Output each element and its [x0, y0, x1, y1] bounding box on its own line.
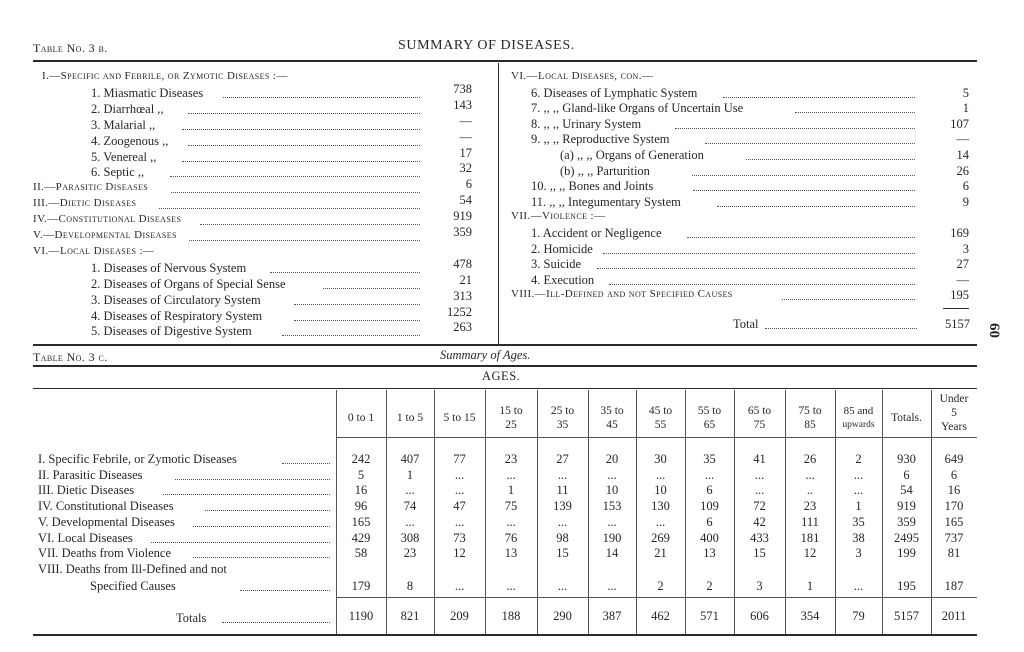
table-cell: 23: [403, 546, 417, 561]
table-cell: ...: [655, 467, 666, 482]
right-row-value: 6: [962, 179, 969, 194]
left-row-label: 2. Diseases of Organs of Special Sense: [91, 276, 286, 291]
table-cell: 10: [605, 483, 619, 498]
table-cell: 1: [507, 483, 515, 498]
table-cell: 1: [806, 578, 814, 593]
left-row-value: —: [459, 129, 472, 144]
table-cell: 16: [947, 483, 961, 498]
left-row-value: 32: [459, 161, 472, 176]
table-cell: 8: [406, 578, 414, 593]
table-cell: ...: [454, 514, 465, 529]
table-cell: 23: [803, 499, 817, 514]
table-cell: 30: [654, 452, 667, 466]
row-label: I. Specific Febrile, or Zymotic Diseases: [38, 452, 237, 466]
table-cell: ...: [506, 467, 516, 482]
right-row-leader: [603, 253, 915, 254]
left-row-leader: [270, 272, 420, 273]
right-row-value: 1: [962, 101, 969, 116]
table-cell: 75: [504, 499, 518, 514]
column-header: 65 to 75: [747, 405, 772, 431]
table-cell: 35: [703, 452, 716, 466]
row-leader: [193, 557, 330, 558]
table-cell: 54: [900, 483, 913, 498]
table-cell: 165: [351, 514, 371, 529]
table-cell: 72: [753, 499, 766, 514]
row-label: III. Dietic Diseases: [38, 483, 135, 498]
right-row-value: 169: [950, 226, 969, 240]
left-row-label: 2. Diarrhœal ,,: [91, 101, 164, 116]
left-row-label: 5. Venereal ,,: [91, 149, 157, 164]
right-row-label: (b) ,, ,, Parturition: [560, 163, 650, 178]
left-row-value: 21: [459, 272, 472, 287]
left-row-leader: [223, 97, 420, 98]
table-cell: 58: [354, 546, 368, 561]
table-cell: 26: [803, 452, 817, 466]
table-cell: 400: [700, 530, 719, 545]
table-c-label: Table No. 3 c.: [33, 350, 108, 364]
totals-cell: 1190: [348, 609, 374, 623]
column-header: 75 to 85: [798, 405, 822, 431]
totals-cell: 821: [400, 609, 420, 623]
row-label: V. Developmental Diseases: [38, 514, 175, 529]
left-row-leader: [323, 288, 420, 289]
table-cell: ...: [405, 483, 415, 498]
table-cell: 130: [651, 499, 670, 514]
table-cell: 153: [602, 499, 622, 514]
table-cell: 15: [753, 546, 766, 561]
totals-cell: 571: [700, 609, 719, 623]
totals-cell: 387: [602, 609, 622, 623]
table-cell: 2: [657, 578, 664, 593]
totals-cell: 209: [450, 609, 469, 623]
left-row-value: 738: [453, 81, 472, 96]
right-row-label: 11. ,, ,, Integumentary System: [531, 194, 681, 209]
right-row-value: —: [956, 272, 969, 287]
left-row-value: 143: [453, 97, 472, 112]
right-row-label: 9. ,, ,, Reproductive System: [531, 132, 670, 147]
table-cell: 170: [944, 499, 964, 514]
left-row-leader: [182, 161, 420, 162]
totals-cell: 2011: [941, 609, 967, 623]
right-row-leader: [746, 159, 915, 160]
total-label: Total: [733, 317, 759, 331]
table-cell: ...: [704, 467, 715, 482]
row-leader: [240, 590, 330, 591]
row-label: IV. Constitutional Diseases: [38, 499, 174, 514]
row-leader: [175, 479, 330, 480]
left-row-leader: [294, 320, 420, 321]
table-cell: 433: [750, 530, 769, 545]
table-cell: 6: [950, 467, 958, 482]
table-cell: ...: [506, 578, 516, 593]
row-leader: [151, 542, 330, 543]
left-row-label: 1. Miasmatic Diseases: [91, 85, 204, 100]
left-row-label: 4. Diseases of Respiratory System: [91, 308, 263, 323]
right-row-value: 3: [962, 241, 969, 256]
left-row-leader: [189, 240, 421, 241]
table-cell: ...: [557, 467, 568, 482]
right-row-value: 27: [956, 257, 969, 272]
table-cell: 737: [944, 530, 964, 545]
right-row-leader: [723, 97, 915, 98]
table-cell: 3: [756, 578, 763, 593]
table-cell: 13: [703, 546, 716, 561]
table-cell: 14: [605, 546, 619, 561]
right-row-leader: [597, 268, 915, 269]
table-cell: ...: [655, 514, 666, 529]
left-row-label: I.—Specific and Febrile, or Zymotic Diseases :—: [42, 70, 288, 82]
ages-header: AGES.: [482, 369, 521, 383]
right-row-leader: [693, 190, 915, 191]
row-leader: [205, 510, 330, 511]
table-cell: 21: [654, 546, 667, 561]
table-cell: 41: [753, 452, 766, 466]
left-row-label: V.—Developmental Diseases: [33, 229, 177, 241]
left-row-leader: [182, 129, 420, 130]
right-row-value: 107: [950, 116, 969, 131]
table-cell: 359: [897, 514, 916, 529]
left-row-leader: [170, 176, 420, 177]
header-rule: [336, 437, 977, 438]
totals-cell: 79: [852, 609, 865, 623]
table-cell: ...: [607, 578, 617, 593]
totals-cell: 5157: [894, 609, 919, 623]
left-row-leader: [294, 304, 420, 305]
totals-cell: 188: [501, 609, 521, 623]
column-header: 45 to 55: [648, 405, 673, 431]
total-leader: [765, 328, 917, 329]
table-c-title: Summary of Ages.: [440, 348, 531, 362]
table-cell: 6: [706, 483, 713, 498]
table-cell: ...: [454, 578, 465, 593]
table-cell: ...: [853, 483, 864, 498]
total-rule: [943, 308, 969, 309]
left-row-leader: [188, 113, 421, 114]
column-header: 15 to 25: [499, 405, 523, 431]
table-cell: ...: [607, 467, 617, 482]
table-cell: 919: [897, 499, 916, 514]
right-row-label: 7. ,, ,, Gland-like Organs of Uncertain Use: [531, 101, 744, 116]
table-cell: 98: [556, 530, 569, 545]
right-row-label: 8. ,, ,, Urinary System: [531, 116, 642, 131]
table-cell: ...: [853, 467, 864, 482]
column-header: Under 5 Years: [939, 393, 969, 433]
table-cell: ...: [506, 514, 516, 529]
table-cell: 2: [855, 452, 862, 466]
table-cell: ...: [557, 578, 568, 593]
column-header: Totals.: [891, 412, 922, 424]
left-row-leader: [188, 145, 421, 146]
table-cell: 6: [903, 467, 910, 482]
row-leader: [282, 463, 330, 464]
table-cell: 199: [897, 546, 916, 561]
left-row-label: III.—Dietic Diseases: [33, 197, 137, 210]
left-row-label: 3. Diseases of Circulatory System: [91, 292, 261, 307]
left-row-leader: [282, 335, 420, 336]
left-row-label: 3. Malarial ,,: [91, 117, 156, 132]
table-cell: 5: [357, 467, 365, 482]
column-header: 0 to 1: [347, 412, 375, 424]
table-cell: 930: [897, 452, 916, 466]
row-label: II. Parasitic Diseases: [38, 467, 143, 482]
totals-leader: [222, 622, 330, 623]
table-b-top-rule: [33, 60, 977, 62]
left-row-value: 54: [459, 193, 472, 208]
left-row-label: VI.—Local Diseases :—: [33, 244, 155, 257]
right-row-leader: [692, 175, 915, 176]
table-cell: 96: [354, 499, 368, 514]
table-cell: 190: [602, 530, 622, 545]
right-row-leader: [782, 299, 915, 300]
right-row-label: 10. ,, ,, Bones and Joints: [531, 179, 654, 194]
right-row-value: —: [956, 132, 969, 147]
row-label: VI. Local Diseases: [38, 530, 133, 545]
right-row-value: 5: [962, 85, 969, 100]
table-cell: 1: [406, 467, 414, 482]
totals-rule: [336, 597, 977, 598]
table-cell: 35: [852, 514, 865, 529]
left-row-label: IV.—Constitutional Diseases: [33, 213, 182, 226]
table-cell: 81: [947, 546, 961, 561]
table-b-divider: [498, 63, 499, 345]
right-row-leader: [717, 206, 915, 207]
right-row-label: VI.—Local Diseases, con.—: [511, 70, 654, 82]
table-cell: ...: [853, 578, 864, 593]
table-cell: 11: [556, 483, 569, 498]
right-row-leader: [705, 143, 915, 144]
table-cell: 20: [605, 452, 619, 466]
table-cell: 73: [453, 530, 466, 545]
left-row-leader: [200, 224, 420, 225]
table-cell: 12: [803, 546, 817, 561]
column-header: 25 to 35: [550, 405, 575, 431]
table-cell: 195: [897, 578, 916, 593]
row-leader: [163, 494, 330, 495]
left-row-label: II.—Parasitic Diseases: [33, 181, 149, 194]
right-row-leader: [795, 112, 915, 113]
table-cell: ..: [806, 483, 814, 498]
left-row-leader: [159, 208, 420, 209]
table-cell: ...: [607, 514, 617, 529]
table-cell: 16: [354, 483, 368, 498]
right-row-label: 4. Execution: [531, 272, 595, 287]
left-row-value: 1252: [447, 304, 472, 319]
column-header: 5 to 15: [443, 412, 476, 424]
column-header: 1 to 5: [396, 412, 424, 424]
ages-rule: [33, 388, 977, 389]
right-row-label: (a) ,, ,, Organs of Generation: [560, 148, 704, 162]
table-cell: 242: [351, 452, 371, 466]
column-header: 55 to 65: [697, 405, 722, 431]
table-cell: 13: [504, 546, 518, 561]
totals-cell: 290: [553, 609, 572, 623]
right-row-label: 2. Homicide: [531, 241, 593, 256]
table-cell: 181: [800, 530, 820, 545]
table-cell: ...: [805, 467, 815, 482]
row-label: VIII. Deaths from Ill-Defined and not Specified Causes: [38, 561, 227, 593]
column-header: 85 and upwards: [842, 405, 875, 430]
table-cell: 269: [651, 530, 670, 545]
table-b-title: SUMMARY OF DISEASES.: [398, 38, 575, 53]
table-cell: 23: [504, 452, 518, 466]
table-cell: 12: [453, 546, 466, 561]
right-row-value: 14: [956, 148, 969, 162]
table-cell: ...: [454, 467, 465, 482]
page-number: 60: [986, 323, 1002, 338]
table-cell: 139: [553, 499, 572, 514]
table-cell: 407: [400, 452, 420, 466]
totals-label: Totals: [176, 611, 207, 625]
right-row-value: 9: [962, 194, 969, 209]
table-cell: 38: [852, 530, 865, 545]
right-row-leader: [687, 237, 915, 238]
totals-cell: 606: [750, 609, 769, 623]
table-cell: 15: [556, 546, 569, 561]
table-cell: 179: [351, 578, 371, 593]
table-cell: 111: [801, 514, 819, 529]
left-row-value: 17: [459, 145, 472, 160]
table-b-bottom-rule: [33, 344, 977, 346]
right-row-leader: [675, 128, 915, 129]
right-row-label: 3. Suicide: [531, 257, 581, 272]
table-cell: ...: [557, 514, 568, 529]
left-row-label: 1. Diseases of Nervous System: [91, 260, 247, 275]
left-row-value: 6: [465, 177, 472, 192]
right-row-value: 195: [950, 288, 969, 303]
table-cell: 10: [654, 483, 667, 498]
right-row-label: VII.—Violence :—: [511, 210, 606, 223]
table-cell: 27: [556, 452, 569, 466]
table-cell: 77: [453, 452, 466, 466]
totals-cell: 354: [800, 609, 820, 623]
table-cell: ...: [754, 483, 765, 498]
table-cell: 165: [944, 514, 964, 529]
table-cell: 308: [400, 530, 420, 545]
table-cell: 42: [753, 514, 766, 529]
table-cell: 429: [351, 530, 371, 545]
table-c-top-rule: [33, 365, 977, 367]
table-cell: 47: [453, 499, 466, 514]
table-cell: 1: [855, 499, 862, 514]
left-row-value: 478: [453, 256, 472, 271]
left-row-label: 6. Septic ,,: [91, 165, 145, 180]
table-cell: 74: [403, 499, 417, 514]
table-cell: 76: [504, 530, 518, 545]
table-cell: 649: [944, 452, 964, 466]
left-row-value: 919: [453, 209, 472, 224]
right-row-label: 6. Diseases of Lymphatic System: [531, 85, 698, 100]
table-cell: 187: [944, 578, 964, 593]
table-cell: 2: [706, 578, 713, 593]
row-leader: [193, 526, 330, 527]
totals-cell: 462: [651, 609, 670, 623]
right-row-label: VIII.—Ill-Defined and not Specified Causes: [511, 288, 733, 301]
table-cell: ...: [405, 514, 415, 529]
row-label: VII. Deaths from Violence: [38, 546, 172, 561]
left-row-value: 313: [453, 288, 472, 303]
left-row-label: 5. Diseases of Digestive System: [91, 324, 252, 339]
table-cell: 3: [855, 546, 862, 561]
table-cell: 6: [706, 514, 713, 529]
column-header: 35 to 45: [600, 405, 624, 431]
right-row-leader: [609, 284, 915, 285]
left-row-value: —: [459, 113, 472, 128]
total-value: 5157: [945, 317, 970, 331]
table-c-bottom-rule: [33, 634, 977, 636]
left-row-label: 4. Zoogenous ,,: [91, 133, 169, 148]
left-row-value: 359: [453, 225, 472, 239]
table-b-label: Table No. 3 b.: [33, 41, 108, 55]
right-row-label: 1. Accident or Negligence: [531, 226, 662, 240]
left-row-leader: [171, 192, 420, 193]
left-row-value: 263: [453, 320, 472, 335]
table-cell: 109: [700, 499, 719, 514]
right-row-value: 26: [956, 163, 969, 178]
table-cell: 2495: [894, 530, 919, 545]
table-cell: ...: [754, 467, 765, 482]
table-cell: ...: [454, 483, 465, 498]
